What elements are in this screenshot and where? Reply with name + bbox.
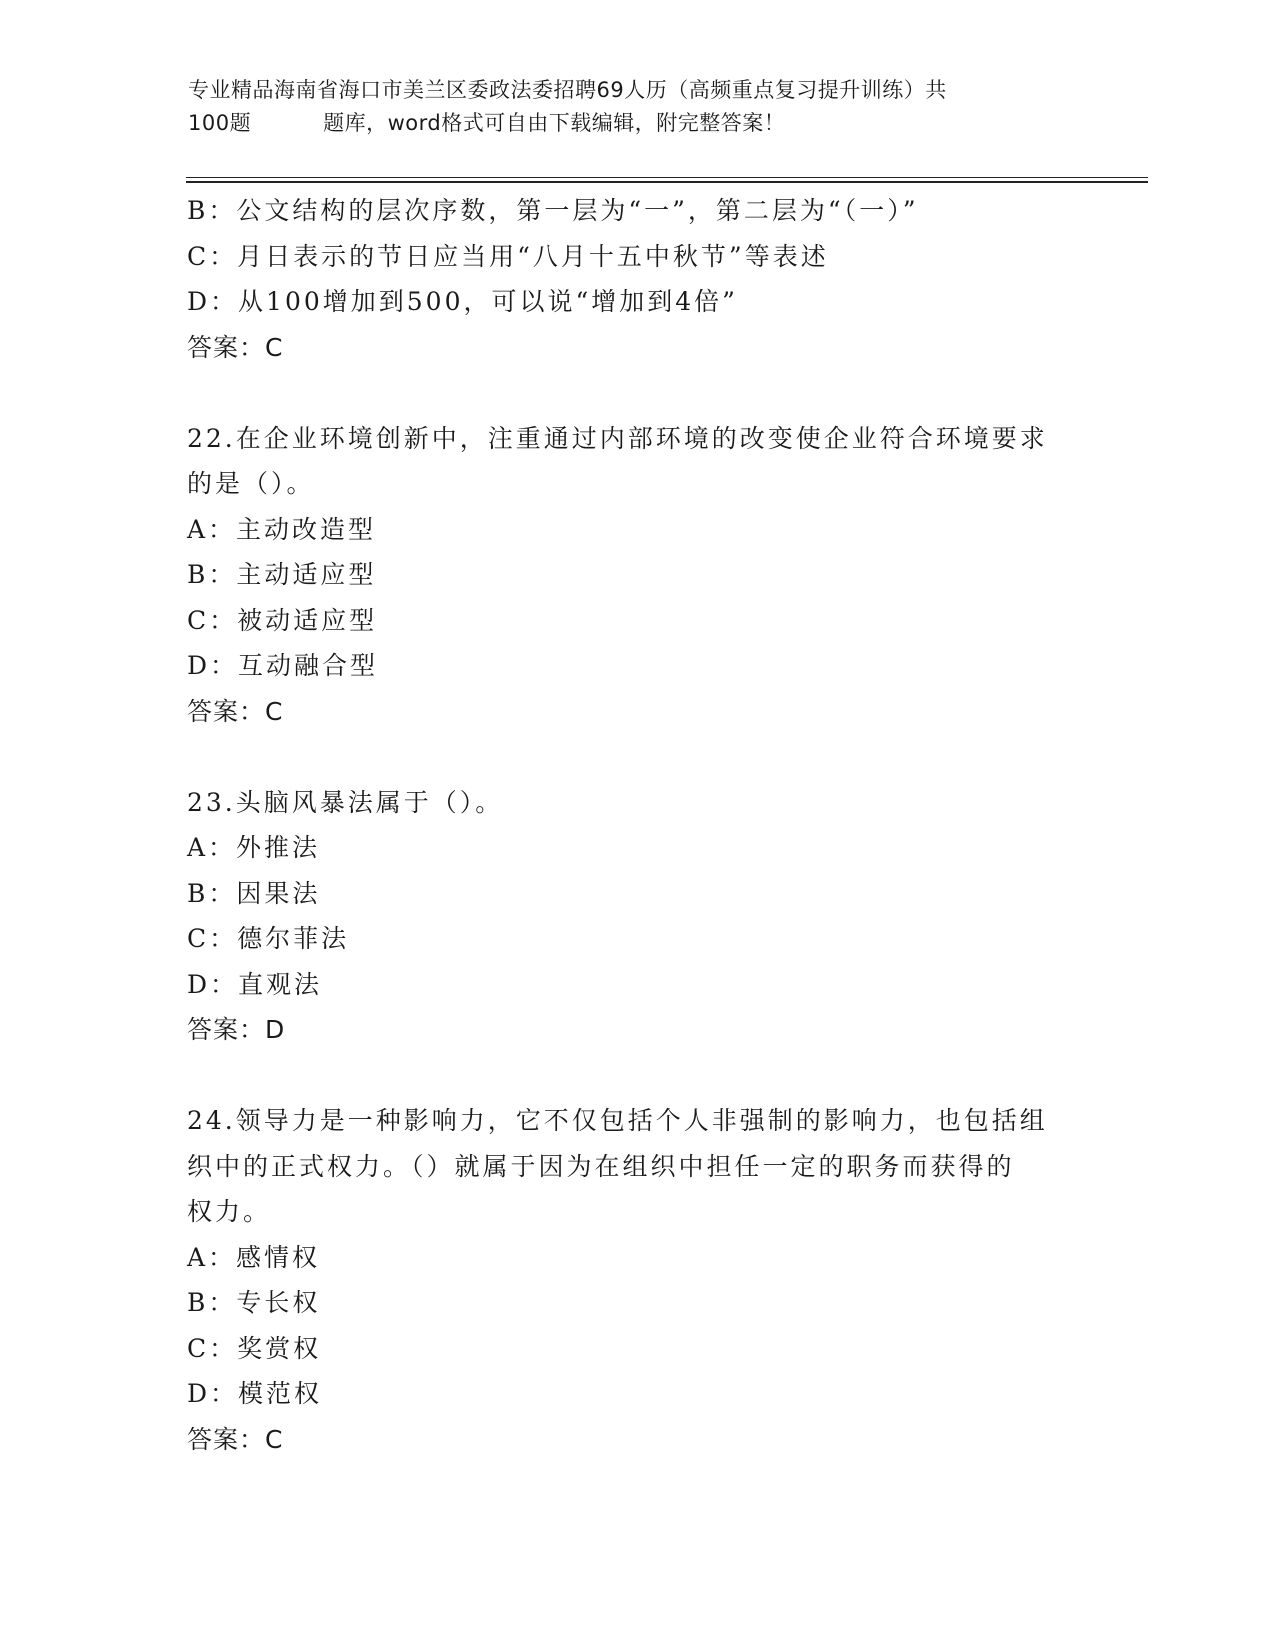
option-line: A：感情权: [187, 1242, 321, 1272]
question-stem: 权力。: [187, 1197, 272, 1226]
header-count: 100题: [188, 111, 252, 135]
answer-line: 答案：C: [187, 1424, 284, 1454]
option-line: A：主动改造型: [187, 514, 377, 544]
question-22: [187, 416, 1087, 735]
question-21-continued: [187, 188, 1087, 370]
answer-line: 答案：C: [187, 696, 284, 726]
option-line: B：专长权: [187, 1288, 321, 1317]
option-line: C：奖赏权: [187, 1333, 322, 1363]
header-title-line-1: 专业精品海南省海口市美兰区委政法委招聘69人历（高频重点复习提升训练）共: [188, 78, 947, 102]
option-line: C：月日表示的节日应当用“八月十五中秋节”等表述: [187, 241, 829, 271]
option-line: D：直观法: [187, 969, 323, 999]
option-line: B：公文结构的层次序数，第一层为“一”，第二层为“（一）”: [187, 196, 919, 225]
question-stem: 24.领导力是一种影响力，它不仅包括个人非强制的影响力，也包括组: [187, 1106, 1048, 1135]
question-gap: [187, 1053, 1087, 1099]
question-content: [187, 188, 1087, 1462]
option-line: A：外推法: [187, 833, 321, 862]
question-stem: 织中的正式权力。（）就属于因为在组织中担任一定的职务而获得的: [187, 1151, 1015, 1181]
question-stem: 23.头脑风暴法属于（）。: [187, 787, 504, 817]
option-line: D：互动融合型: [187, 651, 379, 680]
question-24: [187, 1098, 1087, 1462]
option-line: C：被动适应型: [187, 605, 378, 635]
answer-line: 答案：D: [187, 1015, 286, 1044]
question-gap: [187, 370, 1087, 416]
question-gap: [187, 734, 1087, 780]
option-line: B：主动适应型: [187, 560, 377, 589]
header-divider-thick: [186, 181, 1148, 183]
page-header: [188, 74, 1088, 140]
option-line: B：因果法: [187, 878, 321, 908]
option-line: D：从100增加到500，可以说“增加到4倍”: [187, 287, 738, 316]
header-description: 题库，word格式可自由下载编辑，附完整答案！: [323, 111, 786, 135]
option-line: D：模范权: [187, 1379, 323, 1408]
question-23: [187, 780, 1087, 1053]
header-title-line-2: [188, 107, 1088, 140]
question-stem: 的是（）。: [187, 469, 315, 498]
header-divider-thin: [186, 177, 1148, 178]
answer-line: 答案：C: [187, 332, 284, 362]
option-line: C：德尔菲法: [187, 924, 350, 953]
question-stem: 22.在企业环境创新中，注重通过内部环境的改变使企业符合环境要求: [187, 423, 1048, 453]
